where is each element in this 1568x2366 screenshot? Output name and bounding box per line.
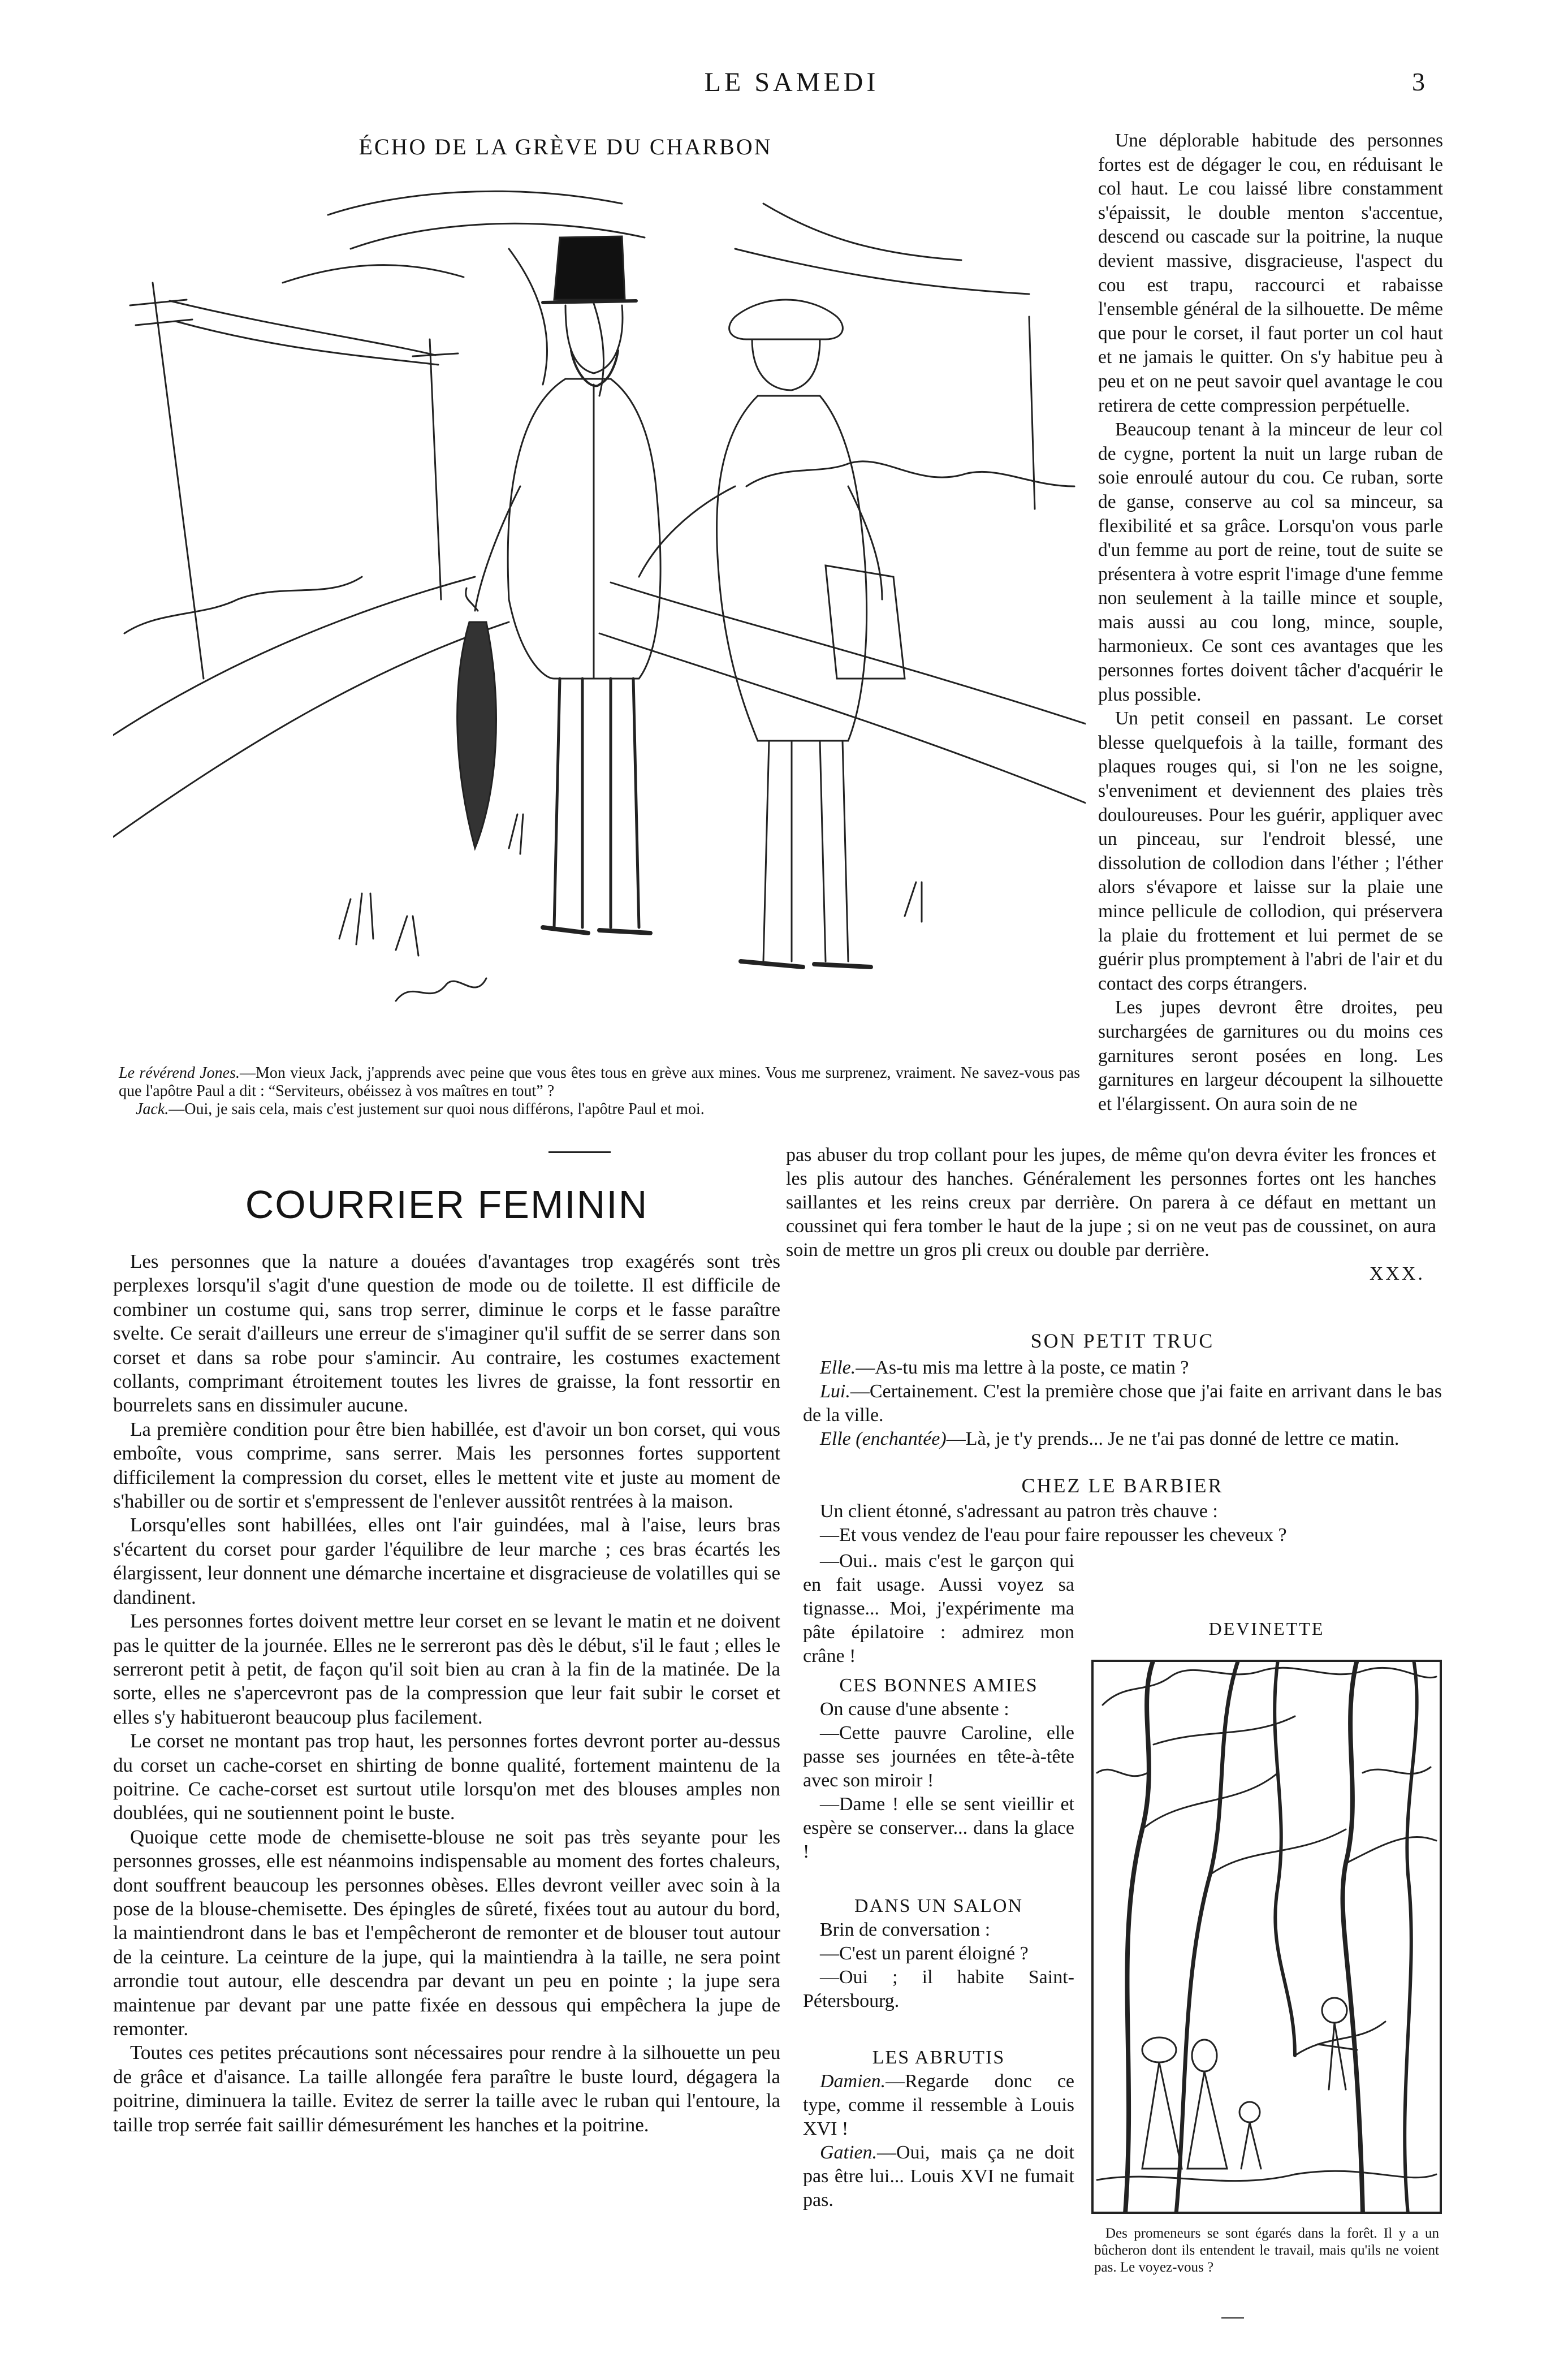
- dialogue-line: —Et vous vendez de l'eau pour faire repousser les cheveux ?: [820, 1525, 1287, 1545]
- devinette-title: DEVINETTE: [1208, 1618, 1325, 1639]
- paragraph: Le corset ne montant pas trop haut, les personnes fortes devront porter au-dessus du corset un cache-corset en shirting de bonne qualité, fortement maintenu de la poitrine. Ce cache-corset est surtout utile lorsqu'on met des blouses amples non doublées, qui ne soutiennent point le buste.: [113, 1730, 780, 1824]
- devinette-illustration: [1091, 1660, 1442, 2214]
- footer-divider: [1221, 2317, 1244, 2318]
- paragraph: Un petit conseil en passant. Le corset blesse quelquefois à la taille, formant des plaques rouges qui, si l'on ne les soigne, s'enveniment et deviennent des plaies très douloureuses. Pour les guérir, appliquer avec un pinceau, sur l'endroit blessé, une dissolution de collodion dans l'éther ; l'éther alors s'évapore et laisse sur la plaie une mince pellicule de collodion, qui préservera la plaie du frottement et lui permet de se guérir plus promptement à l'abri de l'air et du contact des corps étrangers.: [1098, 708, 1443, 994]
- paragraph: La première condition pour être bien habillée, est d'avoir un bon corset, qui vous emboîte, vous comprime, sans serrer. Mais les personnes fortes supportent difficilement la compression du corset, elles le mettent vite et juste au moment de s'habiller ou de sortir et s'empressent de l'enlever aussitôt rentrées à la maison.: [113, 1418, 780, 1513]
- courrier-title: COURRIER FEMININ: [245, 1182, 649, 1227]
- caption-speaker-jones: Le révérend Jones.: [119, 1064, 240, 1082]
- paragraph: Lorsqu'elles sont habillées, elles ont l'air guindées, mal à l'aise, leurs bras s'écartent du corset pour garder l'équilibre de leur marche ; ces bras écartés les élargissent, leur donnent une démarche incertaine et disgracieuse de volatilles qui se dandinent.: [113, 1514, 780, 1608]
- masthead: LE SAMEDI: [704, 67, 879, 97]
- paragraph: Beaucoup tenant à la minceur de leur col de cygne, portent la nuit un large ruban de soie enroulé autour du cou. Ce ruban, sorte de ganse, conserve au col sa minceur, sa flexibilité et sa grâce. Lorsqu'on vous parle d'un femme au port de reine, tout de suite se présentera à votre esprit l'image d'une femme non seulement à la taille mince et souple, mais aussi au cou long, mince, souple, harmonieux. Ce sont ces avantages que les personnes fortes doivent tâcher d'acquérir le plus possible.: [1098, 419, 1443, 705]
- divider: [548, 1151, 611, 1153]
- dialogue-line: —Oui ; il habite Saint-Pétersbourg.: [803, 1967, 1074, 2011]
- dialogue-line: —Oui, mais ça ne doit pas être lui... Louis XVI ne fumait pas.: [803, 2142, 1074, 2210]
- page-number: 3: [1412, 67, 1425, 96]
- dialogue-intro: On cause d'une absente :: [820, 1699, 1009, 1720]
- caption-line-jack: —Oui, je sais cela, mais c'est justement sur quoi nous différons, l'apôtre Paul et moi.: [169, 1100, 705, 1118]
- dialogue-intro: Brin de conversation :: [820, 1919, 991, 1940]
- paragraph: Une déplorable habitude des personnes fortes est de dégager le cou, en réduisant le col haut. Le cou laissé libre constamment s'épaissit, le double menton s'accentue, descend ou cascade sur la poitrine, la nuque devient massive, disgracieuse, l'aspect du cou est trapu, raccourci et rabaisse l'ensemble général de la silhouette. De même que pour le corset, il faut porter un col haut et ne jamais le quitter. On s'y habitue peu à peu et on ne peut savoir quel avantage le cou retirera de cette compression perpétuelle.: [1098, 130, 1443, 416]
- dialogue-line: —Certainement. C'est la première chose que j'ai faite en arrivant dans le bas de la ville.: [803, 1381, 1442, 1426]
- chez-le-barbier-reply: [803, 1549, 1074, 1668]
- section-title: CHEZ LE BARBIER: [1021, 1474, 1224, 1497]
- cartoon-caption: [119, 1064, 1080, 1119]
- right-column-continuation: [786, 1143, 1436, 1286]
- dialogue-intro: Un client étonné, s'adressant au patron très chauve :: [820, 1501, 1218, 1522]
- courrier-text: [113, 1250, 780, 2137]
- devinette-caption: Des promeneurs se sont égarés dans la forêt. Il y a un bûcheron dont ils entendent le travail, mais qu'ils ne voient pas. Le voyez-vous ?: [1094, 2226, 1439, 2275]
- dialogue-line: —Cette pauvre Caroline, elle passe ses journées en tête-à-tête avec son miroir !: [803, 1722, 1074, 1791]
- paragraph: Les personnes que la nature a douées d'avantages trop exagérés sont très perplexes lorsqu'il s'agit d'une question de mode ou de toilette. Il est difficile de combiner un costume qui, sans trop serrer, diminue le corps et le fasse paraître svelte. Ce serait d'ailleurs une erreur de s'imaginer qu'il suffit de se serrer dans son corset et dans sa robe pour s'amincir. Au contraire, les costumes exactement collants, comprimant étroitement toutes les livres de graisse, la font ressortir en bourrelets sans en dissimuler aucune.: [113, 1250, 780, 1417]
- dialogue-line: —Là, je t'y prends... Je ne t'ai pas donné de lettre ce matin.: [946, 1428, 1399, 1449]
- dialogue-line: —Dame ! elle se sent vieillir et espère se conserver... dans la glace !: [803, 1794, 1074, 1862]
- section-title: DANS UN SALON: [854, 1896, 1023, 1916]
- caption-speaker-jack: Jack.: [136, 1100, 169, 1118]
- speaker: Elle (enchantée): [820, 1428, 947, 1449]
- caption-line-jones: —Mon vieux Jack, j'apprends avec peine que vous êtes tous en grève aux mines. Vous me surprenez, vraiment. Ne savez-vous pas que l'apôtre Paul a dit : “Serviteurs, obéissez à vos maîtres en tout” ?: [119, 1064, 1080, 1100]
- paragraph: Quoique cette mode de chemisette-blouse ne soit pas très seyante pour les personnes grosses, elle est néanmoins indispensable au moment des fortes chaleurs, dont souffrent beaucoup les personnes obèses. Elles devront veiller avec soin à la pose de la blouse-chemisette. Des épingles de sûreté, fixées tout au autour du bord, la maintiendront dans le bas et l'empêcheront de remonter et de blouser tout autour de la ceinture. La ceinture de la jupe, qui la maintiendra à la taille, ne sera point arrondie tout autour, elle descendra par devant un peu en pointe ; la jupe sera maintenue par devant par une patte fixée en dessous qui empêchera la jupe de remonter.: [113, 1825, 780, 2040]
- paragraph: Les jupes devront être droites, peu surchargées de garnitures ou du moins ces garnitures seront posées en long. Les garnitures en largeur découpent la silhouette et l'élargissent. On aura soin de ne: [1098, 997, 1443, 1115]
- dans-un-salon: [803, 1894, 1074, 2013]
- paragraph: Les personnes fortes doivent mettre leur corset en se levant le matin et ne doivent pas le quitter de la journée. Elles ne le serreront pas dès le début, s'il le faut ; elles le serreront petit à petit, de façon qu'il soit bien au cran à la fin de la matinée. De la sorte, elles ne s'apercevront pas de la compression que leur fait subir le corset et elles s'y habitueront beaucoup plus facilement.: [113, 1610, 780, 1728]
- right-column-text: [1098, 129, 1443, 1116]
- section-title: LES ABRUTIS: [872, 2047, 1005, 2068]
- dialogue-line: —Oui.. mais c'est le garçon qui en fait usage. Aussi voyez sa tignasse... Moi, j'expérimente ma pâte épilatoire : admirez mon crâne !: [803, 1551, 1074, 1666]
- signature: XXX.: [1369, 1263, 1425, 1284]
- section-title: SON PETIT TRUC: [1030, 1329, 1215, 1352]
- dialogue-line: —Regarde donc ce type, comme il ressemble à Louis XVI !: [803, 2071, 1074, 2139]
- speaker: Lui.: [820, 1381, 850, 1402]
- speaker: Gatien.: [820, 2142, 878, 2163]
- paragraph: pas abuser du trop collant pour les jupes, de même qu'on devra éviter les fronces et les plis autour des hanches. Généralement les personnes fortes ont les hanches saillantes et les reins creux par derrière. On parera à ce défaut en mettant un coussinet qui fera tomber le haut de la jupe ; si on ne veut pas de coussinet, on aura soin de mettre un gros pli creux ou double par derrière.: [786, 1145, 1436, 1260]
- cartoon-title: ÉCHO DE LA GRÈVE DU CHARBON: [358, 134, 772, 159]
- speaker: Elle.: [820, 1357, 856, 1378]
- les-abrutis: [803, 2046, 1074, 2212]
- chez-le-barbier: [803, 1474, 1442, 1547]
- paragraph: Toutes ces petites précautions sont nécessaires pour rendre à la silhouette un peu de grâce et d'aisance. La taille allongée fera paraître le buste lourd, dégagera la poitrine, diminuera la taille. Evitez de serrer la taille avec le ruban qui l'entoure, la taille trop serrée fait saillir démesurément les hanches et la poitrine.: [113, 2041, 780, 2136]
- cartoon-illustration: [113, 170, 1086, 1035]
- speaker: Damien.: [820, 2071, 886, 2092]
- section-title: CES BONNES AMIES: [839, 1675, 1038, 1696]
- dialogue-line: —C'est un parent éloigné ?: [820, 1943, 1029, 1964]
- ces-bonnes-amies: [803, 1674, 1074, 1864]
- son-petit-truc: [803, 1329, 1442, 1451]
- dialogue-line: —As-tu mis ma lettre à la poste, ce matin ?: [856, 1357, 1189, 1378]
